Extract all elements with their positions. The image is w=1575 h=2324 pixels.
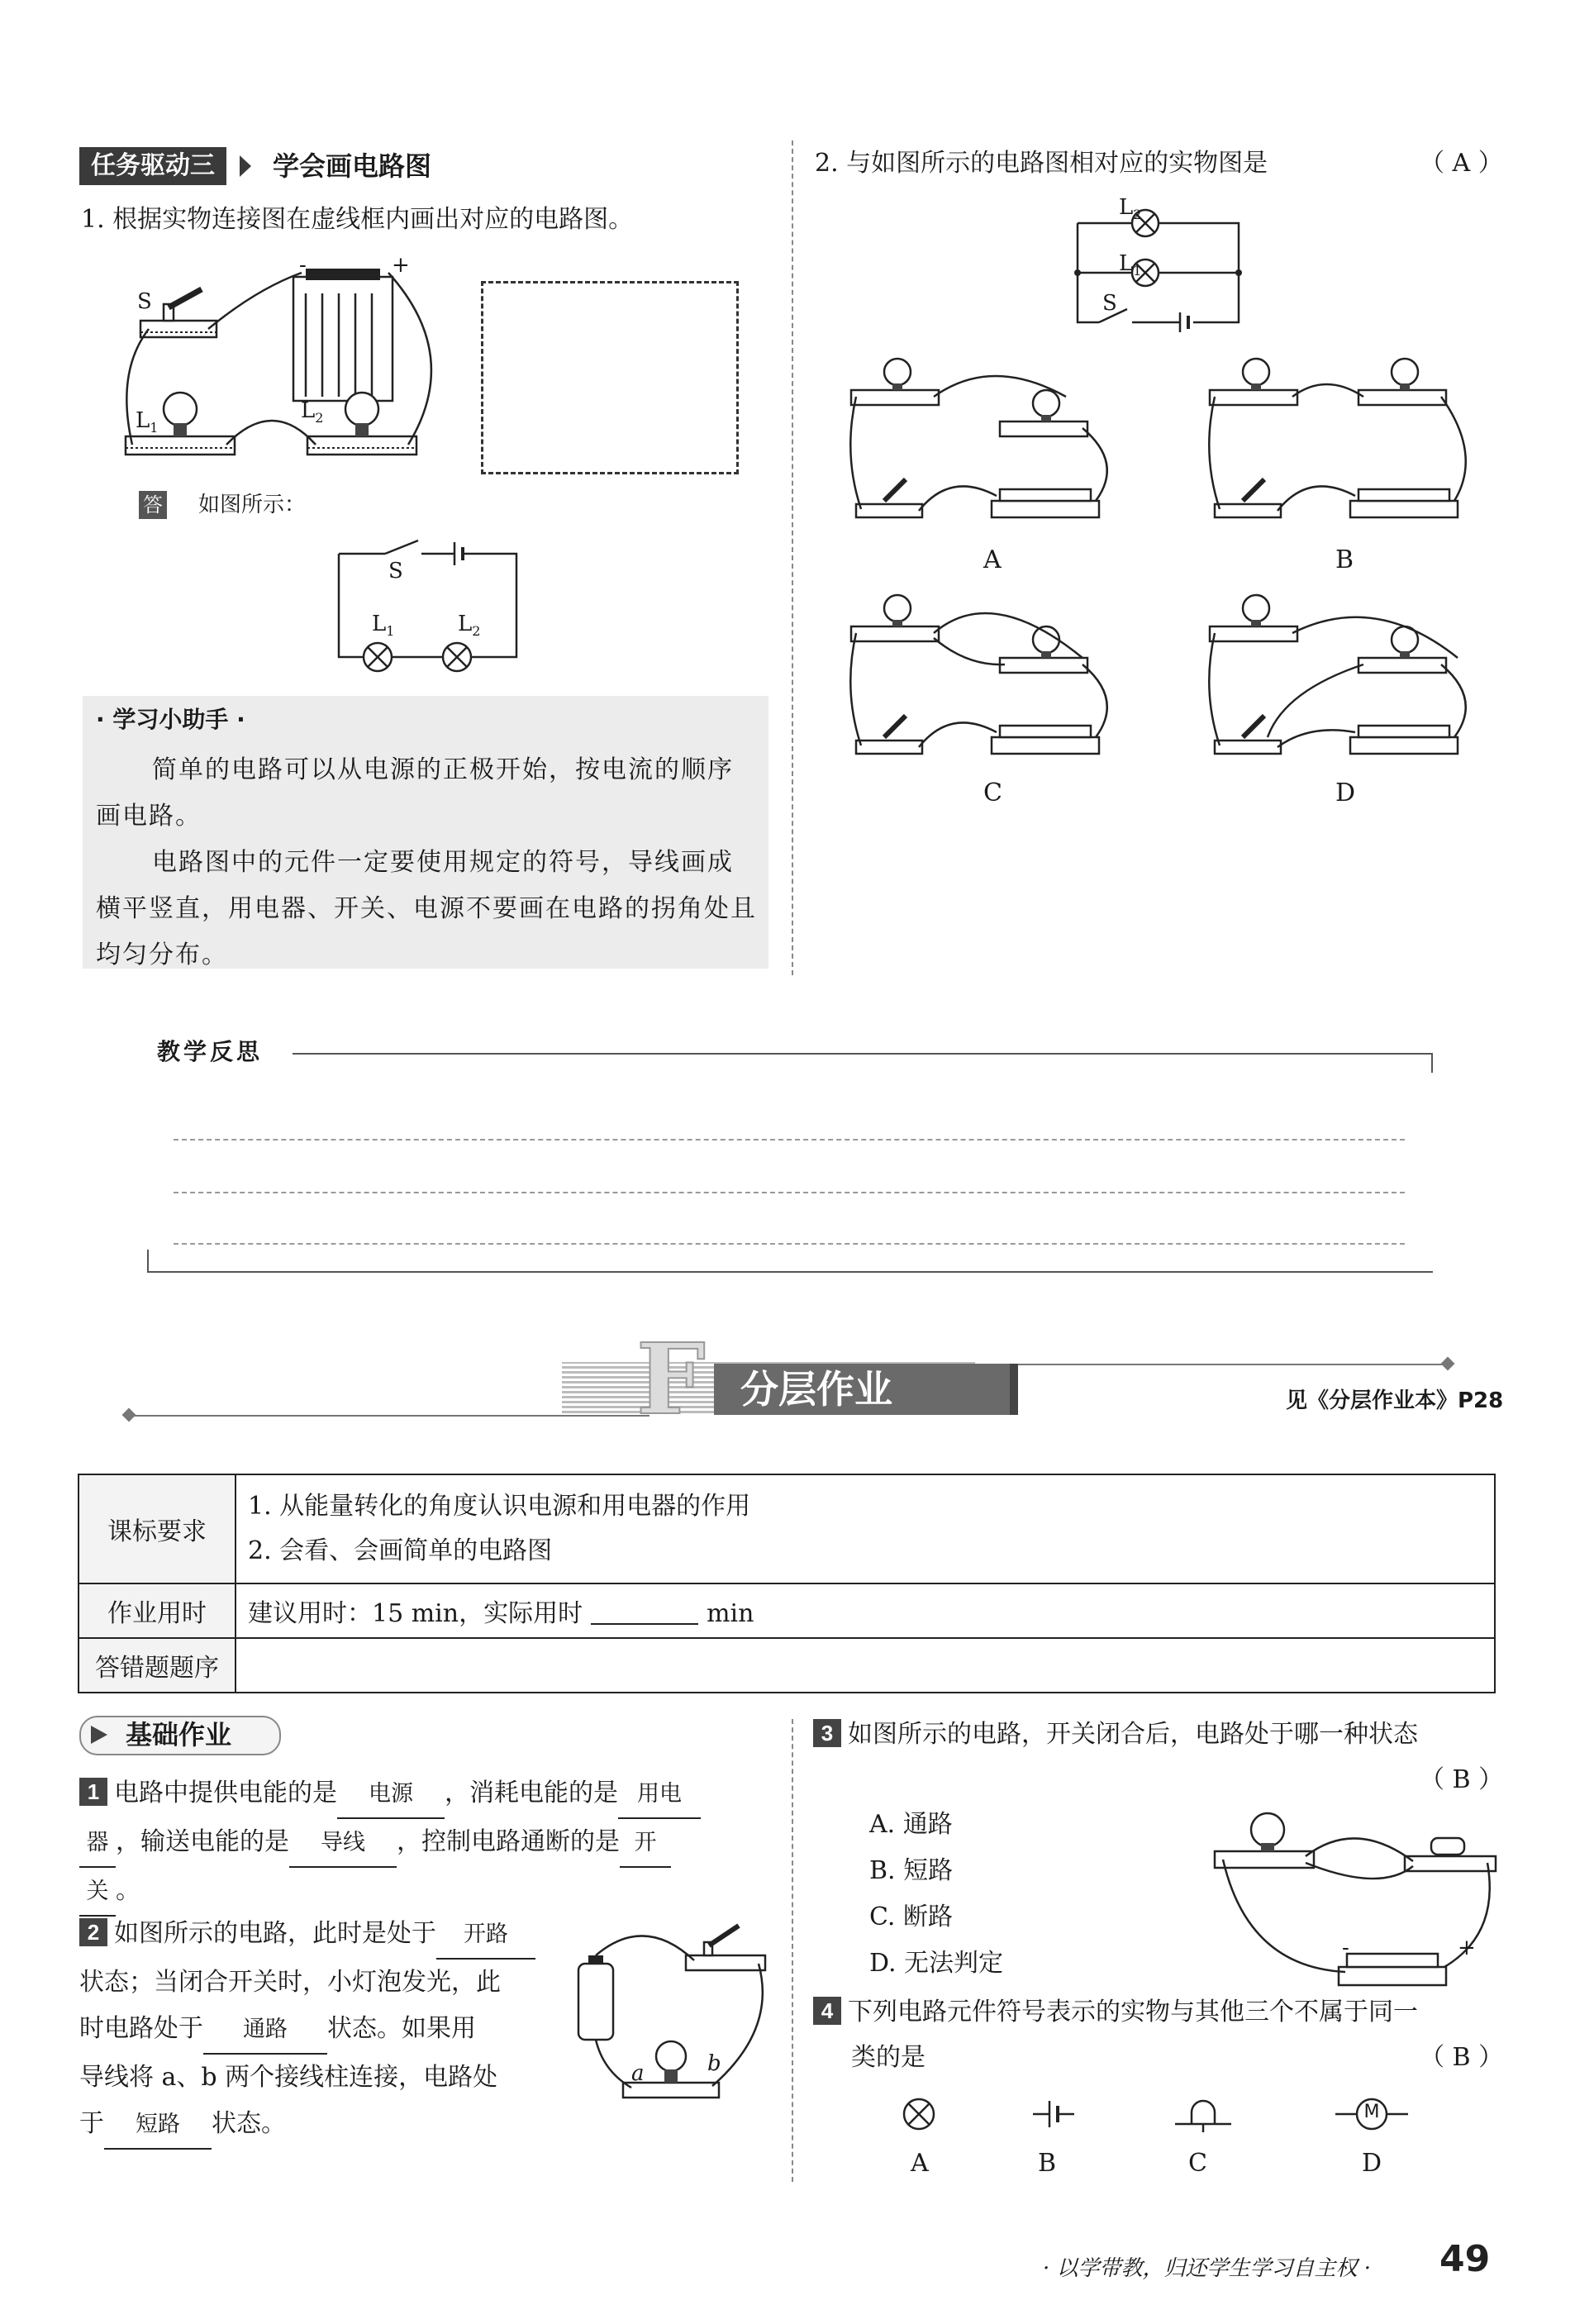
basic-q4-stem-2: 类的是: [851, 2043, 925, 2072]
helper-title: · 学习小助手 ·: [96, 706, 245, 733]
req-standards-line-1: 1. 从能量转化的角度认识电源和用电器的作用: [248, 1492, 751, 1521]
req-standards-line-2: 2. 会看、会画简单的电路图: [248, 1536, 553, 1565]
reflection-right-tick: [1431, 1053, 1433, 1073]
basic-q4-option-a[interactable]: A: [911, 2149, 929, 2178]
helper-paragraph-1: 简单的电路可以从电源的正极开始，按电流的顺序画电路。: [96, 755, 734, 831]
q2-option-c-diagram[interactable]: [851, 592, 1132, 774]
q1-label-s: S: [137, 289, 152, 314]
q2-option-b-label[interactable]: B: [1335, 545, 1354, 574]
basic-q3-option-c[interactable]: C. 断路: [869, 1903, 953, 1931]
q2-label-s: S: [1102, 291, 1117, 316]
question-1-text: 1. 根据实物连接图在虚线框内画出对应的电路图。: [81, 205, 634, 234]
answer-text: 如图所示：: [198, 493, 307, 517]
basic-q3-plus: +: [1458, 1936, 1476, 1960]
basic-q1-answer-4b[interactable]: 关: [79, 1869, 116, 1917]
basic-q2-answer-3[interactable]: 短路: [104, 2102, 212, 2150]
q1-answer-circuit: [339, 537, 521, 669]
basic-q3-minus: -: [1342, 1936, 1349, 1960]
basic-q2-t4: 状态。如果用: [327, 2014, 476, 2043]
basic-q1-number: 1: [79, 1778, 107, 1806]
basic-q2-number: 2: [79, 1918, 107, 1946]
basic-q2-answer-1[interactable]: 开路: [436, 1912, 535, 1960]
task-tag-arrow: [240, 155, 251, 177]
basic-q1-answer-3[interactable]: 导线: [289, 1820, 397, 1868]
req-head-time: 作业用时: [79, 1583, 236, 1638]
banner-title: 分层作业: [740, 1367, 892, 1412]
q1-label-minus: -: [299, 253, 307, 278]
q1-ans-label-l1: $L_1$: [372, 612, 395, 640]
req-time-content: [236, 1583, 1495, 1638]
basic-q2-t3: 时电路处于: [79, 2014, 203, 2043]
basic-q2-t5: 导线将 a、b 两个接线柱连接，电路处: [79, 2063, 498, 2092]
basic-q4-answer: （ B ）: [1420, 2043, 1504, 2072]
task-tag: [79, 147, 226, 185]
reflection-left-tick: [147, 1250, 149, 1271]
basic-q2-diagram: [570, 1914, 777, 2112]
motor-symbol-letter: M: [1363, 2102, 1380, 2122]
q2-option-d-diagram[interactable]: [1210, 592, 1491, 774]
basic-q1-answer-4a[interactable]: 开: [620, 1820, 671, 1868]
basic-q3-option-a[interactable]: A. 通路: [869, 1810, 953, 1839]
reflection-top-rule: [293, 1053, 1433, 1055]
basic-q4-symbols: [892, 2091, 1421, 2141]
req-time-text: 建议用时：15 min，实际用时: [248, 1599, 583, 1628]
q2-option-a-label[interactable]: A: [983, 545, 1002, 574]
basic-q2-t2: 状态；当闭合开关时，小灯泡发光，此: [79, 1968, 501, 1997]
basic-arrow-icon: [91, 1726, 107, 1744]
basic-q3-option-b[interactable]: B. 短路: [869, 1856, 954, 1885]
req-standards-content: [236, 1474, 1495, 1583]
basic-q1-answer-1[interactable]: 电源: [337, 1771, 445, 1819]
basic-q2-label-b: b: [707, 2051, 721, 2076]
requirements-table: [78, 1474, 1496, 1693]
layered-ref: 见《分层作业本》P28: [1286, 1388, 1504, 1413]
basic-q2: [79, 1911, 592, 2150]
basic-q1-t5: 。: [116, 1876, 140, 1905]
q2-option-b-diagram[interactable]: [1210, 355, 1491, 537]
reflection-line-3[interactable]: [174, 1243, 1405, 1245]
req-head-wrong: 答错题题序: [79, 1638, 236, 1693]
basic-q1-answer-2a[interactable]: 用电: [618, 1771, 701, 1819]
basic-q1-t4: ，控制电路通断的是: [397, 1827, 620, 1856]
q1-physical-diagram: [116, 256, 463, 479]
req-head-standards: 课标要求: [79, 1474, 236, 1583]
basic-q4-stem-1: 下列电路元件符号表示的实物与其他三个不属于同一: [848, 1998, 1418, 2026]
basic-q1-t1: 电路中提供电能的是: [114, 1779, 337, 1807]
req-time-unit: min: [707, 1599, 754, 1628]
reflection-bottom-rule: [147, 1271, 1433, 1273]
banner-right-dot: [1441, 1357, 1455, 1371]
page-number: 49: [1439, 2238, 1491, 2280]
basic-q4-option-b[interactable]: B: [1038, 2149, 1057, 2178]
basic-q2-t1: 如图所示的电路，此时是处于: [114, 1919, 436, 1948]
basic-q4-option-d[interactable]: D: [1362, 2149, 1382, 2178]
q1-ans-label-s: S: [388, 559, 403, 583]
q2-label-l1: $L_1$: [1119, 251, 1142, 279]
helper-paragraph-2: 电路图中的元件一定要使用规定的符号，导线画成横平竖直，用电器、开关、电源不要画在电路的拐角处且均匀分布。: [96, 848, 757, 969]
task-tag-label: 任务驱动三: [91, 151, 215, 180]
basic-q4-text: [813, 1997, 1418, 2027]
question-2-text: 2. 与如图所示的电路图相对应的实物图是: [815, 149, 1268, 178]
q1-label-l1: $L_1$: [136, 408, 159, 436]
basic-q3-stem: 如图所示的电路，开关闭合后，电路处于哪一种状态: [848, 1720, 1418, 1749]
basic-q2-answer-2[interactable]: 通路: [203, 2007, 327, 2055]
answer-drawing-box[interactable]: [481, 281, 739, 474]
q2-option-c-label[interactable]: C: [983, 779, 1002, 807]
basic-q4-option-c[interactable]: C: [1188, 2149, 1207, 2178]
q2-label-l2: $L_2$: [1119, 195, 1142, 223]
basic-q3-answer: （ B ）: [1420, 1765, 1504, 1794]
basic-q1-t3: ，输送电能的是: [116, 1827, 289, 1856]
banner-letter: F: [636, 1322, 706, 1436]
wrong-question-input[interactable]: [236, 1638, 1495, 1693]
question-2-answer: （ A ）: [1420, 149, 1503, 178]
basic-q3-text: [813, 1719, 1418, 1750]
basic-q3-number: 3: [813, 1719, 841, 1747]
q1-label-plus: +: [392, 253, 410, 278]
actual-time-input[interactable]: [591, 1602, 698, 1625]
basic-q2-t6: 于: [79, 2109, 104, 2138]
basic-q1: [79, 1770, 782, 1917]
basic-q3-option-d[interactable]: D. 无法判定: [869, 1949, 1004, 1978]
basic-q2-t7: 状态。: [212, 2109, 286, 2138]
answer-icon: 答: [139, 491, 167, 519]
q2-option-d-label[interactable]: D: [1335, 779, 1356, 807]
banner-end-bar: [1010, 1364, 1018, 1415]
banner-left-dot: [122, 1408, 136, 1422]
q1-label-l2: $L_2$: [301, 398, 324, 426]
basic-q4-number: 4: [813, 1997, 841, 2025]
basic-q1-t2: ，消耗电能的是: [445, 1779, 618, 1807]
banner-left-rule: [129, 1415, 650, 1417]
basic-q3-diagram: [1215, 1802, 1504, 1992]
reflection-line-1[interactable]: [174, 1139, 1405, 1141]
basic-q2-label-a: a: [631, 2061, 645, 2086]
reflection-title: 教学反思: [157, 1038, 264, 1065]
basic-title: 基础作业: [126, 1719, 232, 1750]
q1-ans-label-l2: $L_2$: [458, 612, 481, 640]
banner-right-rule: [1016, 1364, 1446, 1365]
reflection-line-2[interactable]: [174, 1192, 1405, 1193]
column-separator-bottom: [792, 1719, 793, 2182]
footer-slogan: · 以学带教，归还学生学习自主权 ·: [1043, 2256, 1372, 2281]
column-separator-top: [792, 140, 793, 975]
q2-option-a-diagram[interactable]: [851, 355, 1132, 537]
basic-q1-answer-2b[interactable]: 器: [79, 1820, 116, 1868]
task-title: 学会画电路图: [273, 150, 432, 182]
